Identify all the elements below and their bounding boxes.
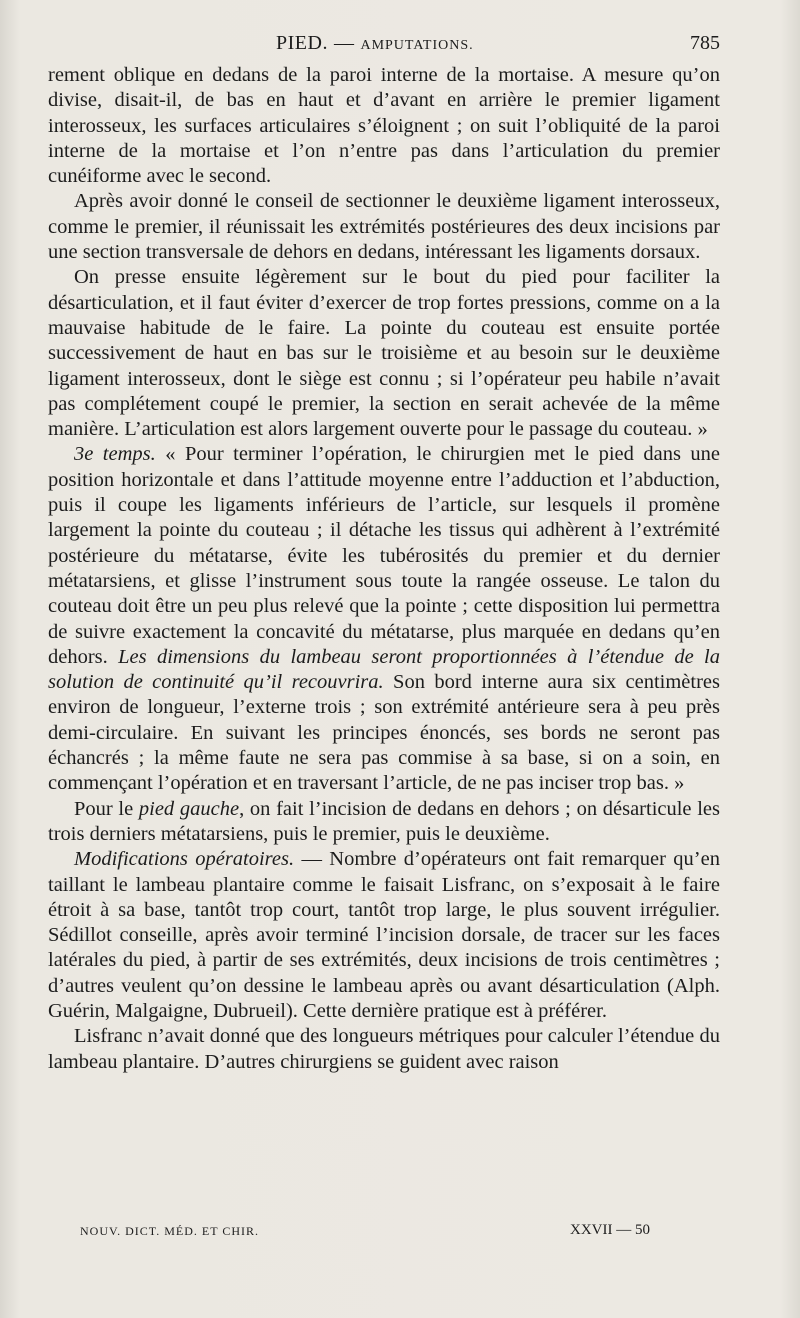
paragraph [48,797,720,848]
text-run: Son bord interne aura six centimètres environ de longueur, l’externe trois ; son extrémité antérieure sera à peu près demi-circulaire. En suivant les principes énoncés, ses bords ne seront pas échancrés ; la même faute ne sera pas commise à sa base, si on a soin, en commençant l’opération et en traversant l’article, de ne pas inciser trop bas. » [48,671,721,795]
paragraph [48,63,720,189]
paragraph [48,265,720,442]
running-header [48,32,720,58]
paragraph [48,1024,720,1075]
text-run: Pour le [74,797,139,820]
text-run: — Nombre d’opérateurs ont fait remarquer qu’en taillant le lambeau plantaire comme le faisait Lisfranc, on s’exposait à le faire étroit à sa base, tantôt trop court, tantôt trop large, le plus souvent irrégulier. Sédillot conseille, après avoir terminé l’incision dorsale, de tracer sur les faces latérales du pied, à partir de ses extrémités, deux incisions de trois centimètres ; d’autres veulent qu’on dessine le lambeau après ou avant désarticulation (Alph. Guérin, Malgaigne, Dubrueil). Cette dernière pratique est à préférer. [48,848,720,1022]
italic-text: pied gauche [138,797,240,820]
text-run: On presse ensuite légèrement sur le bout du pied pour faciliter la désarticulation, et il faut éviter d’exercer de trop fortes pressions, comme on a la mauvaise habitude de le faire. La pointe du couteau est ensuite portée successivement de haut en bas sur le troisième et au besoin sur le deuxième ligament interosseux, dont le siège est connu ; si l’opérateur peu habile n’avait pas complétement coupé le premier, la section en serait achevée de la même manière. L’articulation est alors largement ouverte pour le passage du couteau. » [48,266,720,441]
footer-signature: NOUV. DICT. MÉD. ET CHIR. [80,1224,260,1238]
header-dash: — [333,32,355,54]
italic-text: 3e temps. [74,443,156,466]
header-subtitle: AMPUTATIONS. [360,38,474,53]
text-run: , on fait l’incision de dedans en dehors ; on désarticule les trois derniers métatarsiens, puis le premier, puis le deuxième. [48,797,720,845]
page-footer [80,1222,650,1244]
header-title [276,32,474,55]
body-text [48,63,720,1075]
footer-volume-mark: XXVII — 50 [570,1222,650,1238]
text-run: Après avoir donné le conseil de sectionner le deuxième ligament interosseux, comme le premier, il réunissait les extrémités postérieures des deux incisions par une section transversale de dehors en dedans, intéressant les ligaments dorsaux. [48,190,720,264]
paragraph [48,847,720,1024]
text-run: Lisfranc n’avait donné que des longueurs métriques pour calculer l’étendue du lambeau plantaire. D’autres chirurgiens se guident avec raison [48,1025,720,1073]
header-title-main: PIED. [276,32,328,54]
text-run: rement oblique en dedans de la paroi interne de la mortaise. A mesure qu’on divise, disait-il, de bas en haut et d’avant en arrière le premier ligament interosseux, les surfaces articulaires s’éloignent ; on suit l’obliquité de la paroi interne de la mortaise et l’on n’entre pas dans l’articulation du premier cunéiforme avec le second. [48,64,720,188]
paragraph [48,442,720,796]
italic-text: Modifications opératoires. [74,848,295,871]
italic-text: Les dimensions du lambeau seront proportionnées à l’étendue de la solution de continuité qu’il recouvrira. [48,645,720,694]
paragraph [48,189,720,265]
text-run: « Pour terminer l’opération, le chirurgien met le pied dans une position horizontale et dans l’attitude moyenne entre l’adduction et l’abduction, puis il coupe les ligaments inférieurs de l’article, sur lesquels il promène largement la pointe du couteau ; il détache les tissus qui adhèrent à l’extrémité postérieure du métatarse, évite les tubérosités du premier et du dernier métatarsiens, et glisse l’instrument sous toute la rangée osseuse. Le talon du couteau doit être un peu plus relevé que la pointe ; cette disposition lui permettra de suivre exactement la concavité du métatarse, plus marquée en dedans qu’en dehors. [48,443,720,668]
page-number: 785 [690,32,720,54]
